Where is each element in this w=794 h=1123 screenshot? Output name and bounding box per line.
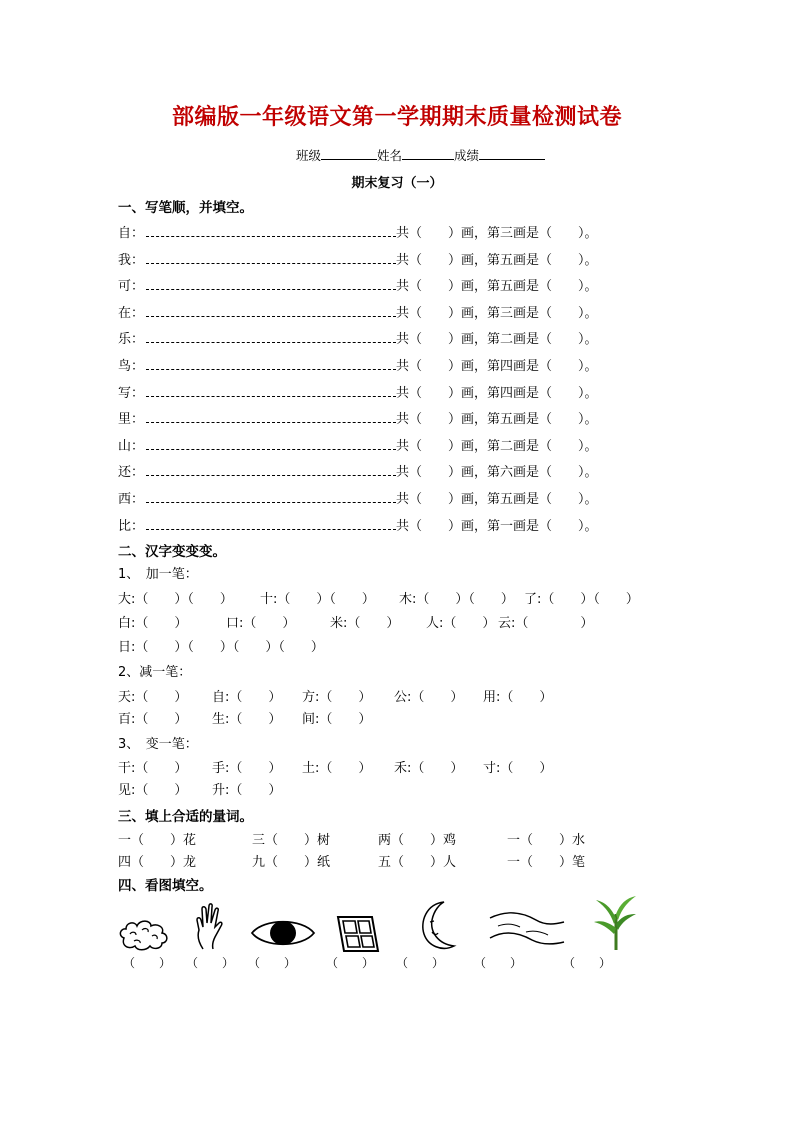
picture-blank[interactable]: （ ） [186,956,235,970]
picture-blank[interactable]: （ ） [248,956,297,970]
stroke-order-answer-line[interactable] [146,386,396,397]
change-item[interactable]: 禾:（ ） [394,761,464,776]
page-title: 部编版一年级语文第一学期期末质量检测试卷 [171,105,622,130]
section4-heading: 四、看图填空。 [118,878,213,894]
change-stroke-label: 3、 变一笔： [118,737,198,752]
stroke-count-question[interactable]: 共（ ）画，第四画是（ ）。 [396,385,598,401]
remove-item[interactable]: 方:（ ） [302,690,372,705]
stroke-order-answer-line[interactable] [146,332,396,343]
measure-word-item[interactable]: 四（ ）龙 [118,855,197,870]
stroke-order-char: 写 [118,385,132,401]
stroke-order-char: 乐 [118,332,132,348]
stroke-order-answer-line[interactable] [146,519,396,530]
add-item[interactable]: 木:（ ）（ ） [399,592,514,607]
stroke-order-char: 还 [118,465,132,481]
colon: ： [131,518,145,534]
moon-icon [418,900,458,952]
section2-heading: 二、汉字变变变。 [118,544,226,560]
stroke-order-row [118,488,598,507]
stroke-count-question[interactable]: 共（ ）画，第一画是（ ）。 [396,518,598,534]
stroke-order-row [118,275,598,294]
stroke-order-row [118,328,598,347]
stroke-count-question[interactable]: 共（ ）画，第二画是（ ）。 [396,332,598,348]
colon: ： [131,492,145,507]
change-item[interactable]: 手:（ ） [212,761,282,776]
add-item[interactable]: 日:（ ）（ ）（ ）（ ） [118,640,324,655]
colon: ： [131,385,145,401]
stroke-order-char: 山 [118,438,132,454]
remove-item[interactable]: 百:（ ） [118,712,188,727]
stroke-order-answer-line[interactable] [146,279,396,290]
measure-word-item[interactable]: 三（ ）树 [252,833,331,848]
colon: ： [131,226,145,241]
measure-word-item[interactable]: 两（ ）鸡 [378,833,457,848]
stroke-order-char: 比 [118,518,132,534]
remove-item[interactable]: 间:（ ） [302,712,372,727]
stroke-order-answer-line[interactable] [146,226,396,237]
stroke-order-row [118,222,598,241]
add-item[interactable]: 云:（ ） [498,616,594,631]
stroke-order-row [118,515,598,534]
colon: ： [131,359,145,374]
remove-item[interactable]: 用:（ ） [483,690,553,705]
measure-word-item[interactable]: 五（ ）人 [378,855,457,870]
change-item[interactable]: 见:（ ） [118,783,188,798]
colon: ： [131,438,145,454]
stroke-count-question[interactable]: 共（ ）画，第五画是（ ）。 [396,492,598,507]
stroke-order-char: 可 [118,279,132,295]
stroke-count-question[interactable]: 共（ ）画，第二画是（ ）。 [396,438,598,454]
colon: ： [131,279,145,295]
stroke-count-question[interactable]: 共（ ）画，第五画是（ ）。 [396,279,598,295]
add-item[interactable]: 十:（ ）（ ） [260,592,375,607]
stroke-count-question[interactable]: 共（ ）画，第四画是（ ）。 [396,359,598,374]
score-label: 成绩 [454,148,480,163]
remove-item[interactable]: 自:（ ） [212,690,282,705]
stroke-order-answer-line[interactable] [146,253,396,264]
remove-item[interactable]: 公:（ ） [394,690,464,705]
name-label: 姓名 [377,148,403,163]
measure-word-item[interactable]: 一（ ）花 [118,833,197,848]
change-item[interactable]: 土:（ ） [302,761,372,776]
stroke-order-char: 我 [118,252,132,268]
sprout-icon [592,894,638,952]
river-icon [486,908,566,950]
name-field[interactable] [402,147,454,160]
stroke-order-char: 鸟 [118,359,132,374]
stroke-order-answer-line[interactable] [146,306,396,317]
cloud-icon [118,912,170,952]
stroke-order-row [118,435,598,454]
change-item[interactable]: 升:（ ） [212,783,282,798]
stroke-order-row [118,249,598,268]
stroke-count-question[interactable]: 共（ ）画，第五画是（ ）。 [396,412,598,428]
stroke-order-answer-line[interactable] [146,492,396,503]
stroke-order-answer-line[interactable] [146,412,396,423]
stroke-order-answer-line[interactable] [146,359,396,370]
measure-word-item[interactable]: 一（ ）水 [507,833,586,848]
class-label: 班级 [296,148,322,163]
stroke-order-row [118,355,598,374]
stroke-order-row [118,408,598,427]
add-stroke-label: 1、 加一笔： [118,567,198,582]
section1-heading: 一、写笔顺，并填空。 [118,200,253,216]
section3-heading: 三、填上合适的量词。 [118,809,253,825]
class-field[interactable] [321,147,377,160]
hand-icon [194,903,224,951]
add-item[interactable]: 口:（ ） [226,616,296,631]
add-item[interactable]: 米:（ ） [330,616,400,631]
stroke-order-row [118,461,598,480]
stroke-count-question[interactable]: 共（ ）画，第五画是（ ）。 [396,252,598,268]
stroke-order-answer-line[interactable] [146,465,396,476]
change-item[interactable]: 寸:（ ） [483,761,553,776]
stroke-order-row [118,302,598,321]
colon: ： [131,305,145,321]
measure-word-item[interactable]: 九（ ）纸 [252,855,331,870]
add-item[interactable]: 人:（ ） [426,616,496,631]
stroke-count-question[interactable]: 共（ ）画，第六画是（ ）。 [396,465,598,481]
colon: ： [131,465,145,481]
change-item[interactable]: 干:（ ） [118,761,188,776]
add-item[interactable]: 大:（ ）（ ） [118,592,233,607]
picture-blank[interactable]: （ ） [326,956,375,970]
stroke-order-char: 自 [118,226,132,241]
eye-icon [250,914,316,952]
stroke-order-char: 里 [118,412,132,428]
picture-blank[interactable]: （ ） [123,956,172,970]
remove-stroke-label: 2、减一笔： [118,665,192,680]
add-item[interactable]: 白:（ ） [118,616,188,631]
student-info [296,146,545,164]
colon: ： [131,332,145,348]
stroke-order-answer-line[interactable] [146,439,396,450]
remove-item[interactable]: 天:（ ） [118,690,188,705]
score-field[interactable] [479,147,545,160]
picture-blank[interactable]: （ ） [563,956,612,970]
stroke-count-question[interactable]: 共（ ）画，第三画是（ ）。 [396,305,598,321]
stroke-order-char: 在 [118,305,132,321]
stroke-order-row [118,382,598,401]
colon: ： [131,252,145,268]
window-icon [336,915,380,953]
stroke-order-char: 西 [118,492,132,507]
stroke-count-question[interactable]: 共（ ）画，第三画是（ ）。 [396,226,598,241]
remove-item[interactable]: 生:（ ） [212,712,282,727]
picture-blank[interactable]: （ ） [474,956,523,970]
add-item[interactable]: 了:（ ）（ ） [524,592,639,607]
subtitle: 期末复习（一） [351,176,443,191]
picture-blank[interactable]: （ ） [396,956,445,970]
measure-word-item[interactable]: 一（ ）笔 [507,855,586,870]
colon: ： [131,412,145,428]
